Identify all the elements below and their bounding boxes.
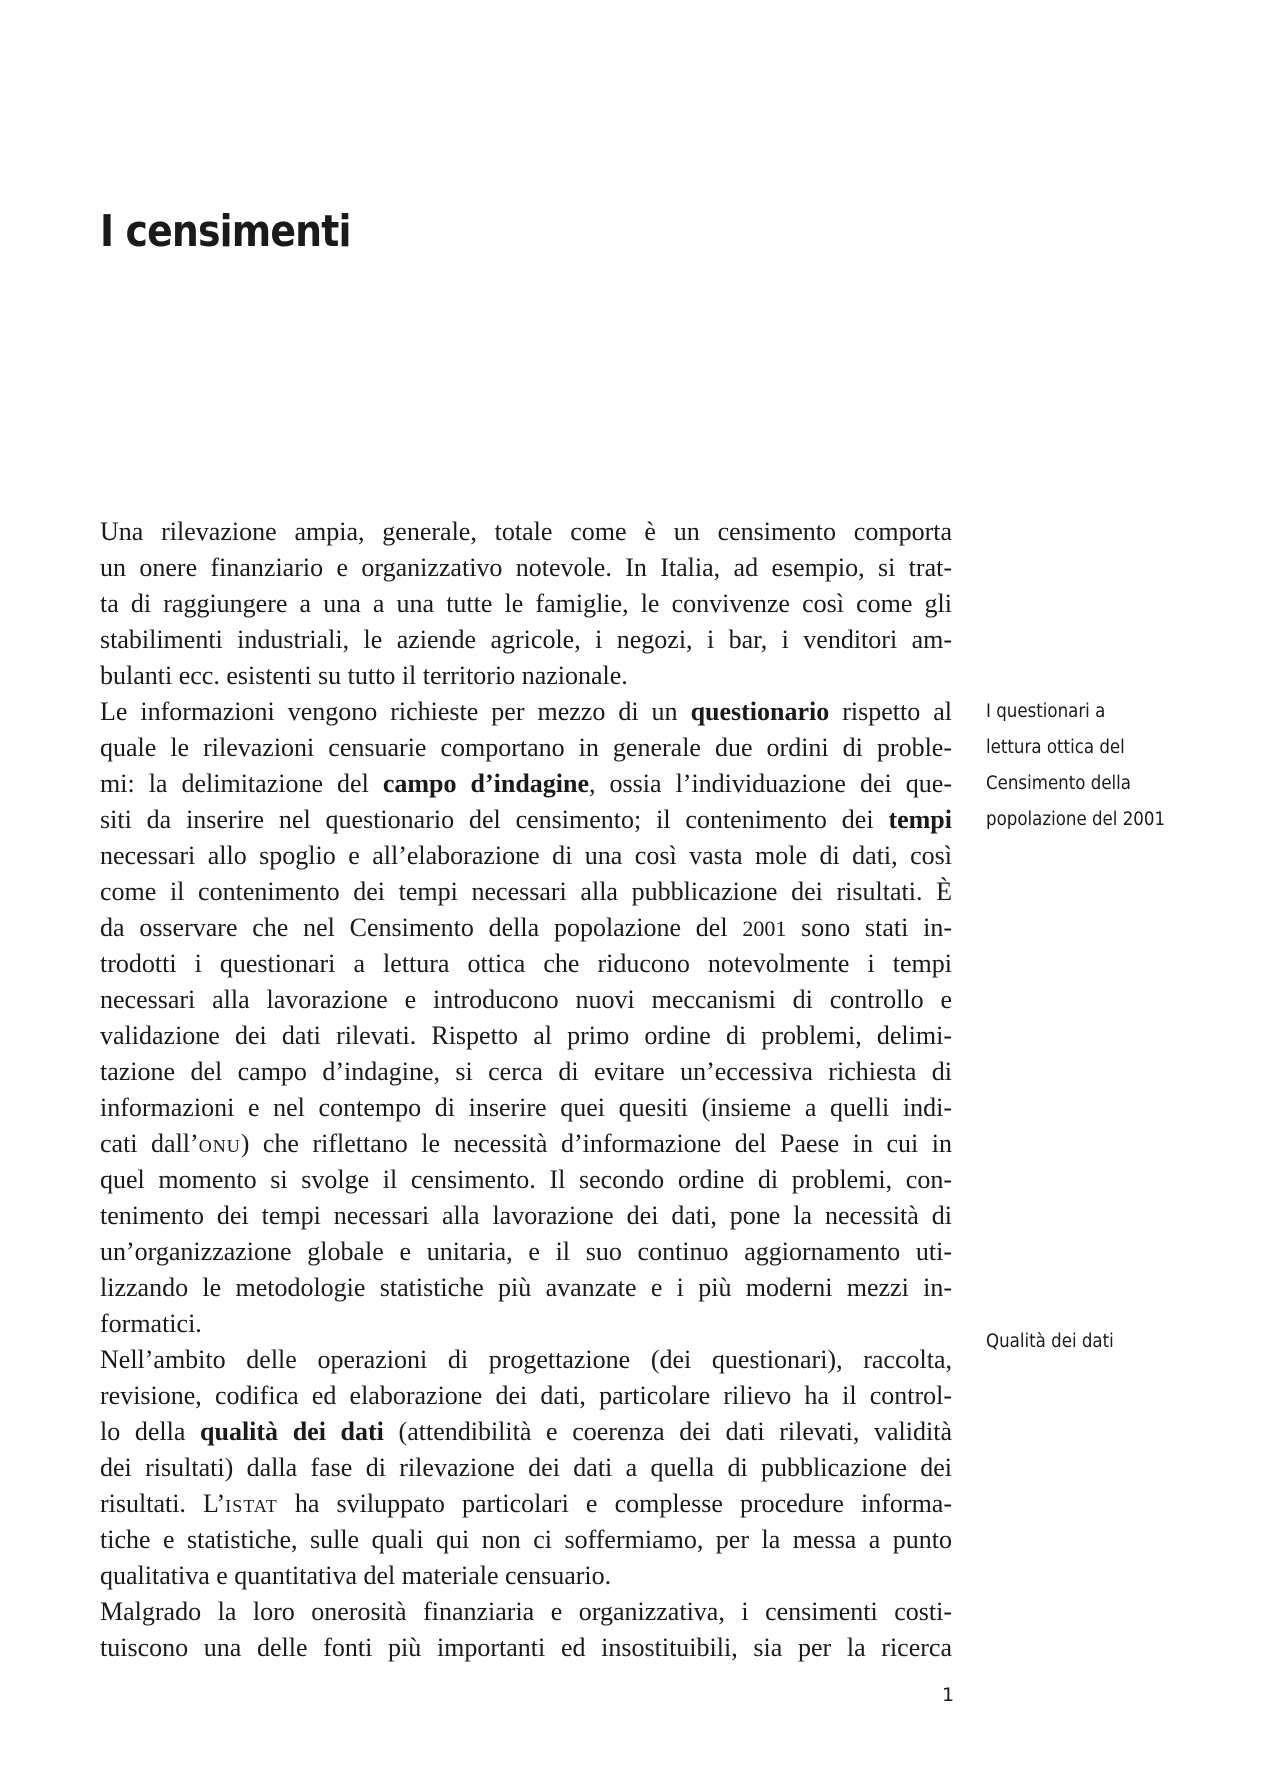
text-line: Una rilevazione ampia, generale, totale come è un censimento comporta <box>100 517 952 546</box>
abbreviation: onu <box>198 1129 241 1158</box>
text-line: dei risultati) dalla fase di rilevazione dei dati a quella di pubblicazione dei <box>100 1453 952 1482</box>
text-run: , ossia l’individuazione dei que- <box>589 769 952 798</box>
body-text <box>100 514 952 1666</box>
text-line: revisione, codifica ed elaborazione dei dati, particolare rilievo ha il control- <box>100 1381 952 1410</box>
text-line: come il contenimento dei tempi necessari alla pubblicazione dei risultati. È <box>100 877 952 906</box>
text-run: risultati. L’ <box>100 1489 226 1518</box>
bold-term: questionario <box>690 697 830 726</box>
text-line: tenimento dei tempi necessari alla lavorazione dei dati, pone la necessità di <box>100 1201 952 1230</box>
text-run: Le informazioni vengono richieste per mezzo di un <box>100 697 691 726</box>
text-line: trodotti i questionari a lettura ottica che riducono notevolmente i tempi <box>100 949 952 978</box>
text-line <box>100 1414 952 1450</box>
page-number: 1 <box>942 1684 955 1706</box>
text-line: quale le rilevazioni censuarie comportano in generale due ordini di proble- <box>100 733 952 762</box>
text-line: necessari alla lavorazione e introducono nuovi meccanismi di controllo e <box>100 985 952 1014</box>
margin-note-line: lettura ottica del <box>986 737 1125 758</box>
text-line: tiche e statistiche, sulle quali qui non ci soffermiamo, per la messa a punto <box>100 1525 952 1554</box>
margin-note-line: Censimento della <box>986 773 1132 794</box>
text-line: Nell’ambito delle operazioni di progettazione (dei questionari), raccolta, <box>100 1345 952 1374</box>
text-line: bulanti ecc. esistenti su tutto il territorio nazionale. <box>100 661 628 690</box>
text-line: tuiscono una delle fonti più importanti ed insostituibili, sia per la ricerca <box>100 1633 952 1662</box>
text-line <box>100 1486 952 1522</box>
text-line <box>100 910 952 946</box>
text-run: cati dall’ <box>100 1129 199 1158</box>
bold-term: tempi <box>888 805 952 834</box>
text-line <box>100 694 952 730</box>
text-line: lizzando le metodologie statistiche più avanzate e i più moderni mezzi in- <box>100 1273 952 1302</box>
text-line: necessari allo spoglio e all’elaborazione di una così vasta mole di dati, così <box>100 841 952 870</box>
text-run: ) che riflettano le necessità d’informazione del Paese in cui in <box>240 1129 952 1158</box>
bold-term: qualità dei dati <box>200 1417 384 1446</box>
margin-note-line: I questionari a <box>986 701 1106 722</box>
text-run: mi: la delimitazione del <box>100 769 383 798</box>
text-run: rispetto al <box>829 697 952 726</box>
text-line: ta di raggiungere a una a una tutte le famiglie, le convivenze così come gli <box>100 589 952 618</box>
text-line: informazioni e nel contempo di inserire quei quesiti (insieme a quelli indi- <box>100 1093 952 1122</box>
text-line: un’organizzazione globale e unitaria, e il suo continuo aggiornamento uti- <box>100 1237 952 1266</box>
chapter-title: I censimenti <box>100 206 351 257</box>
text-line: Malgrado la loro onerosità finanziaria e organizzativa, i censimenti costi- <box>100 1597 952 1626</box>
margin-note-line: Qualità dei dati <box>986 1331 1114 1352</box>
text-line: qualitativa e quantitativa del materiale censuario. <box>100 1561 612 1590</box>
bold-term: campo d’indagine <box>382 769 590 798</box>
text-line: quel momento si svolge il censimento. Il secondo ordine di problemi, con- <box>100 1165 952 1194</box>
abbreviation: istat <box>225 1489 278 1518</box>
text-run: ha sviluppato particolari e complesse procedure informa- <box>277 1489 952 1518</box>
text-run: (attendibilità e coerenza dei dati rilevati, validità <box>383 1417 952 1446</box>
text-line <box>100 1126 952 1162</box>
year: 2001 <box>742 916 787 941</box>
margin-note-data-quality <box>986 1324 1114 1360</box>
text-line <box>100 766 952 802</box>
margin-note-line: popolazione del 2001 <box>986 809 1166 830</box>
text-line <box>100 802 952 838</box>
text-run: siti da inserire nel questionario del censimento; il contenimento dei <box>100 805 889 834</box>
text-line: validazione dei dati rilevati. Rispetto al primo ordine di problemi, delimi- <box>100 1021 952 1050</box>
text-line: un onere finanziario e organizzativo notevole. In Italia, ad esempio, si trat- <box>100 553 952 582</box>
text-run: lo della <box>100 1417 201 1446</box>
text-run: sono stati in- <box>786 913 952 942</box>
margin-note-optical-questionnaires <box>986 694 1165 838</box>
text-line: formatici. <box>100 1309 202 1338</box>
text-run: da osservare che nel Censimento della popolazione del <box>100 913 743 942</box>
text-line: stabilimenti industriali, le aziende agricole, i negozi, i bar, i venditori am- <box>100 625 952 654</box>
text-line: tazione del campo d’indagine, si cerca di evitare un’eccessiva richiesta di <box>100 1057 952 1086</box>
